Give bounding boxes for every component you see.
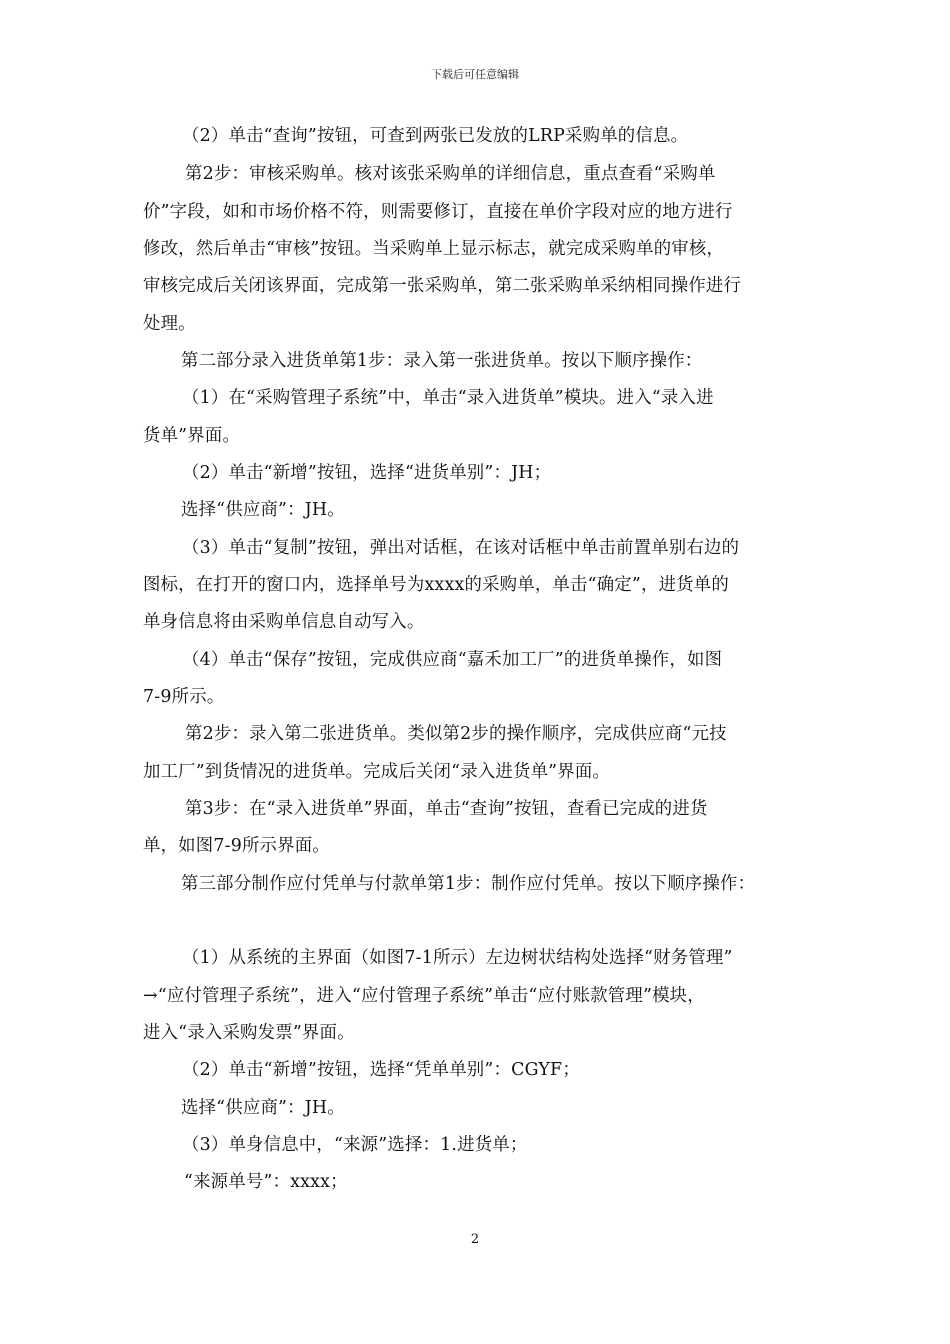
- paragraph-line: （3）单击“复制”按钮，弹出对话框，在该对话框中单击前置单别右边的: [182, 538, 740, 558]
- paragraph-line: 货单”界面。: [143, 426, 241, 446]
- paragraph-line: 选择“供应商”：JH。: [181, 500, 345, 520]
- paragraph-line: 加工厂”到货情况的进货单。完成后关闭“录入进货单”界面。: [143, 762, 611, 782]
- paragraph-line: 单，如图7-9所示界面。: [143, 836, 330, 856]
- paragraph-line: 修改，然后单击“审核”按钮。当采购单上显示标志，就完成采购单的审核，: [143, 239, 725, 259]
- paragraph-line: 第2步：录入第二张进货单。类似第2步的操作顺序，完成供应商“元技: [185, 724, 727, 744]
- paragraph-line: （2）单击“查询”按钮，可查到两张已发放的LRP采购单的信息。: [182, 126, 689, 146]
- paragraph-line: （1）在“采购管理子系统”中，单击“录入进货单”模块。进入“录入进: [182, 388, 714, 408]
- paragraph-line: 7-9所示。: [143, 687, 225, 707]
- paragraph-line: 单身信息将由采购单信息自动写入。: [143, 612, 425, 632]
- paragraph-line: 进入“录入采购发票”界面。: [143, 1023, 355, 1043]
- paragraph-line: 第三部分制作应付凭单与付款单第1步：制作应付凭单。按以下顺序操作：: [181, 874, 756, 894]
- page-header: 下载后可任意编辑: [431, 68, 519, 81]
- paragraph-line: （3）单身信息中，“来源”选择：1.进货单；: [182, 1135, 528, 1155]
- paragraph-line: “来源单号”：xxxx；: [184, 1172, 348, 1192]
- paragraph-line: →“应付管理子系统”，进入“应付管理子系统”单击“应付账款管理”模块，: [143, 986, 705, 1006]
- paragraph-line: （2）单击“新增”按钮，选择“凭单单别”：CGYF；: [182, 1060, 580, 1080]
- paragraph-line: 价”字段，如和市场价格不符，则需要修订，直接在单价字段对应的地方进行: [143, 202, 733, 222]
- paragraph-line: （4）单击“保存”按钮，完成供应商“嘉禾加工厂”的进货单操作，如图: [182, 650, 723, 670]
- paragraph-line: 第二部分录入进货单第1步：录入第一张进货单。按以下顺序操作：: [181, 351, 703, 371]
- paragraph-line: 审核完成后关闭该界面，完成第一张采购单，第二张采购单采纳相同操作进行: [143, 276, 742, 296]
- paragraph-line: 第2步：审核采购单。核对该张采购单的详细信息，重点查看“采购单: [185, 164, 716, 184]
- paragraph-line: 图标，在打开的窗口内，选择单号为xxxx的采购单，单击“确定”，进货单的: [143, 575, 729, 595]
- page-number: 2: [470, 1232, 480, 1247]
- paragraph-line: 处理。: [143, 314, 196, 334]
- paragraph-line: （2）单击“新增”按钮，选择“进货单别”：JH；: [182, 463, 552, 483]
- paragraph-line: （1）从系统的主界面（如图7-1所示）左边树状结构处选择“财务管理”: [182, 948, 733, 968]
- paragraph-line: 第3步：在“录入进货单”界面，单击“查询”按钮，查看已完成的进货: [185, 799, 708, 819]
- paragraph-line: 选择“供应商”：JH。: [181, 1098, 345, 1118]
